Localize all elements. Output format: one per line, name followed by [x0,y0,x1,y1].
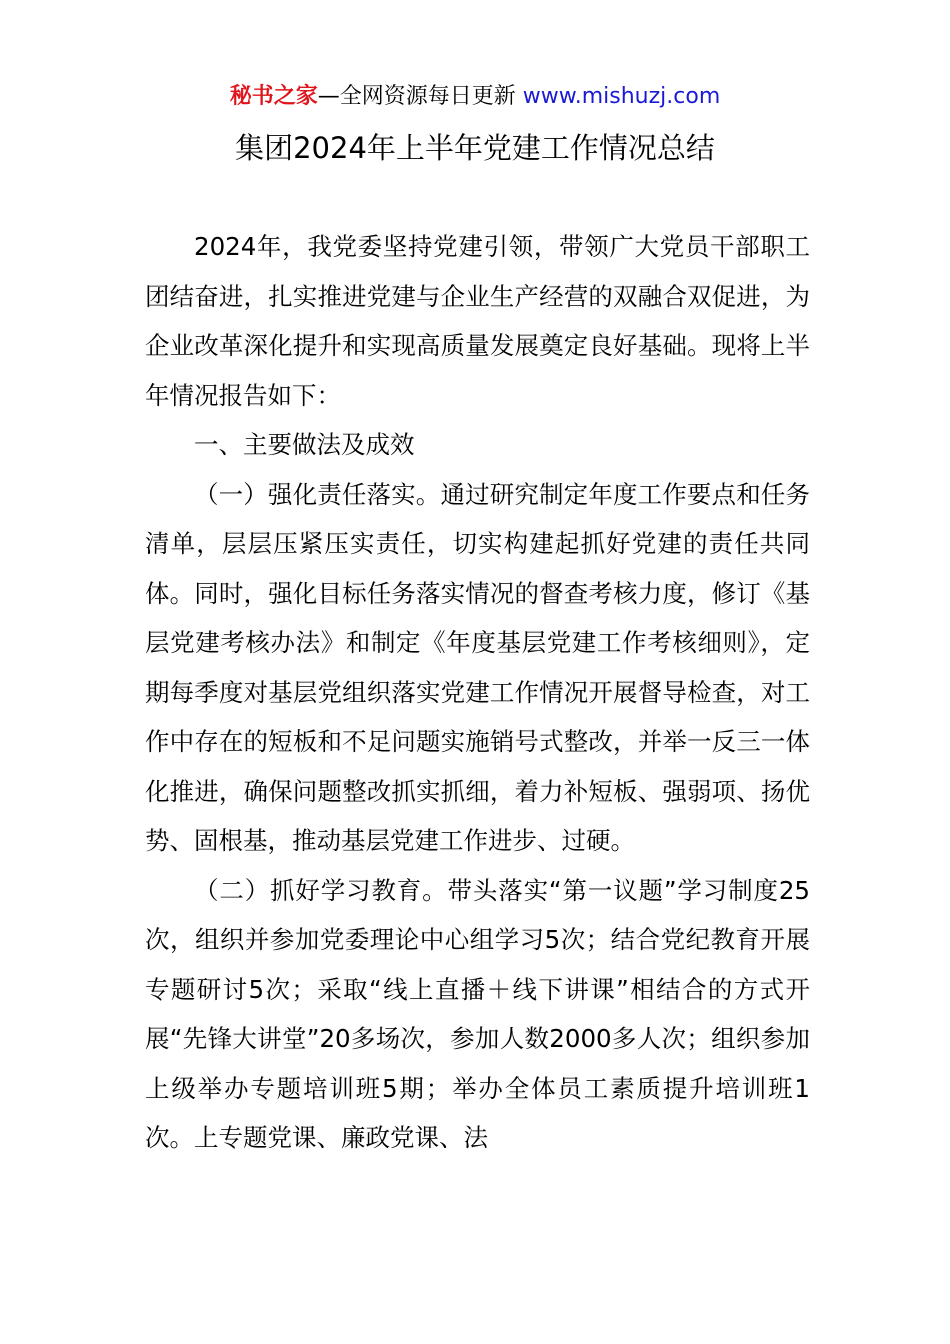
paragraph-intro: 2024年，我党委坚持党建引领，带领广大党员干部职工团结奋进，扎实推进党建与企业生产经营的双融合双促进，为企业改革深化提升和实现高质量发展奠定良好基础。现将上半年情况报告如下： [145,232,810,410]
paragraph-responsibility: （一）强化责任落实。通过研究制定年度工作要点和任务清单，层层压紧压实责任，切实构建起抓好党建的责任共同体。同时，强化目标任务落实情况的督查考核力度，修订《基层党建考核办法》和制定《年度基层党建工作考核细则》，定期每季度对基层党组织落实党建工作情况开展督导检查，对工作中存在的短板和不足问题实施销号式整改，并举一反三一体化推进，确保问题整改抓实抓细，着力补短板、强弱项、扬优势、固根基，推动基层党建工作进步、过硬。 [145,479,810,855]
brand-name: 秘书之家 [229,84,318,109]
site-banner [0,82,950,112]
banner-tagline: —全网资源每日更新 [317,84,523,109]
section-heading: 一、主要做法及成效 [194,430,415,459]
paragraph-education: （二）抓好学习教育。带头落实“第一议题”学习制度25次，组织并参加党委理论中心组学习5次；结合党纪教育开展专题研讨5次；采取“线上直播＋线下讲课”相结合的方式开展“先锋大讲堂”20多场次，参加人数2000多人次；组织参加上级举办专题培训班5期；举办全体员工素质提升培训班1次。上专题党课、廉政党课、法 [145,875,810,1152]
document-body [145,222,810,1163]
site-url[interactable]: www.mishuzj.com [522,84,721,109]
document-title: 集团2024年上半年党建工作情况总结 [235,131,715,165]
